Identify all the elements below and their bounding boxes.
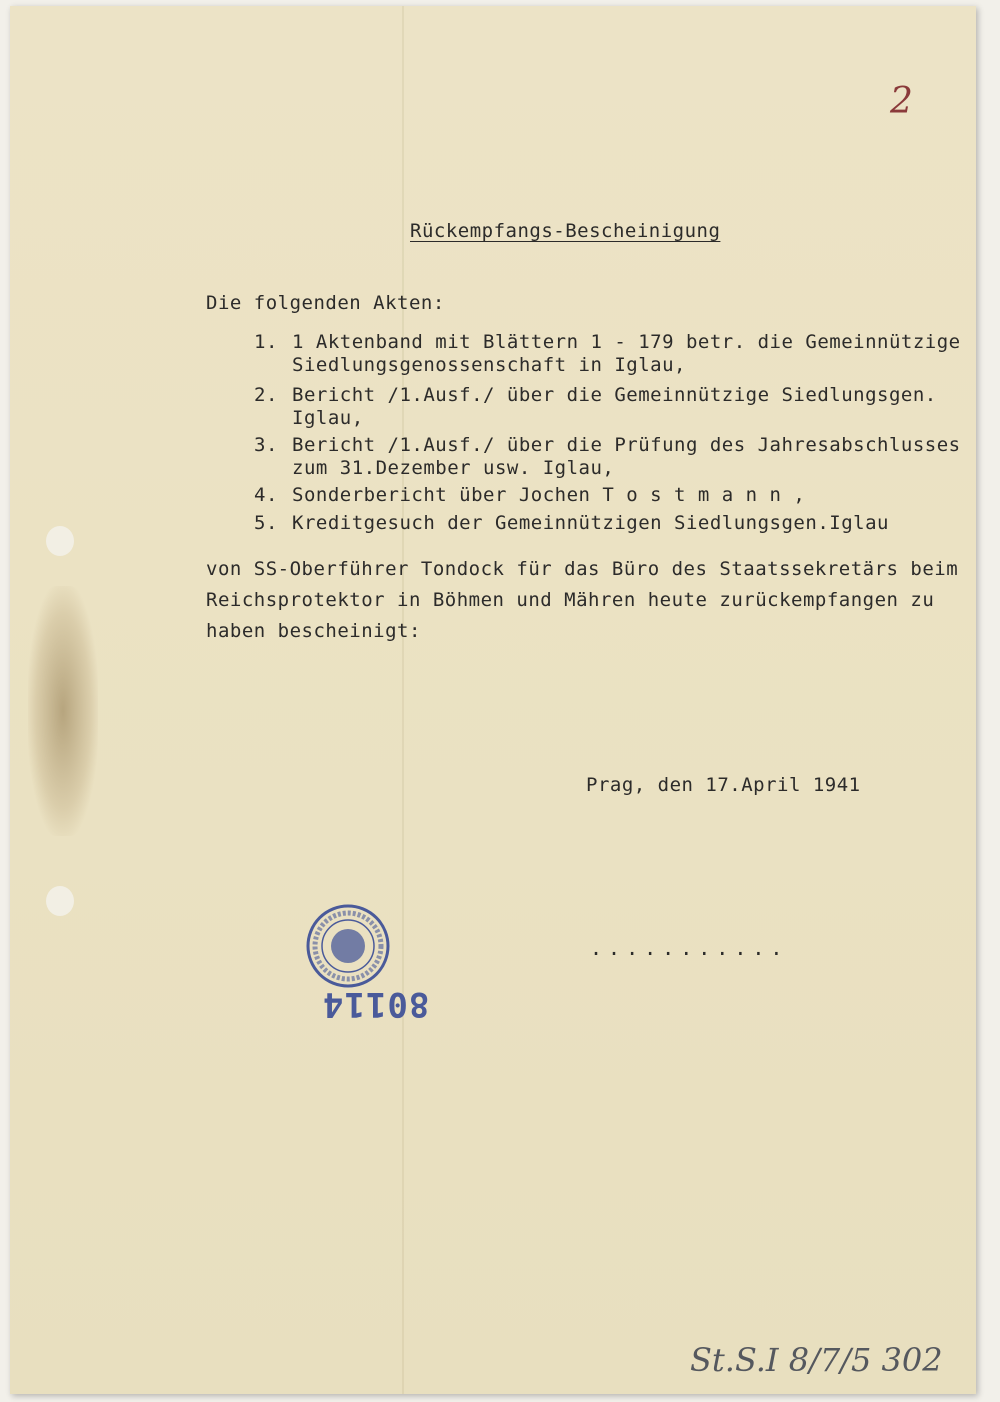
item-number: 1.: [254, 331, 278, 353]
signature-line: ...........: [590, 936, 789, 960]
document-title: Rückempfangs-Bescheinigung: [410, 220, 721, 242]
place-date: Prag, den 17.April 1941: [586, 774, 861, 796]
document-page: [10, 6, 976, 1394]
item-number: 4.: [254, 484, 278, 506]
intro-text: Die folgenden Akten:: [206, 292, 445, 314]
punch-hole: [46, 526, 74, 556]
paper-fold: [402, 6, 404, 1394]
archive-signature: St.S.I 8/7/5 302: [690, 1341, 943, 1379]
archive-stamp-icon: [305, 903, 391, 989]
body-line: von SS-Oberführer Tondock für das Büro des Staatssekretärs beim: [206, 558, 959, 580]
item-number: 5.: [254, 512, 278, 534]
page-number: 2: [890, 81, 913, 122]
item-number: 3.: [254, 434, 278, 456]
item-line: Bericht /1.Ausf./ über die Prüfung des Jahresabschlusses: [292, 434, 961, 456]
item-line: Iglau,: [292, 407, 364, 429]
stamp-number: 80114: [322, 984, 430, 1024]
body-line: haben bescheinigt:: [206, 620, 421, 642]
item-line: 1 Aktenband mit Blättern 1 - 179 betr. die Gemeinnützige: [292, 331, 961, 353]
item-line: Siedlungsgenossenschaft in Iglau,: [292, 354, 686, 376]
body-line: Reichsprotektor in Böhmen und Mähren heute zurückempfangen zu: [206, 589, 935, 611]
item-number: 2.: [254, 384, 278, 406]
punch-hole: [46, 886, 74, 916]
item-line: zum 31.Dezember usw. Iglau,: [292, 457, 615, 479]
paper-stain: [28, 586, 98, 836]
item-line: Sonderbericht über Jochen T o s t m a n n ,: [292, 484, 806, 506]
item-line: Bericht /1.Ausf./ über die Gemeinnützige Siedlungsgen.: [292, 384, 937, 406]
item-line: Kreditgesuch der Gemeinnützigen Siedlungsgen.Iglau: [292, 512, 889, 534]
